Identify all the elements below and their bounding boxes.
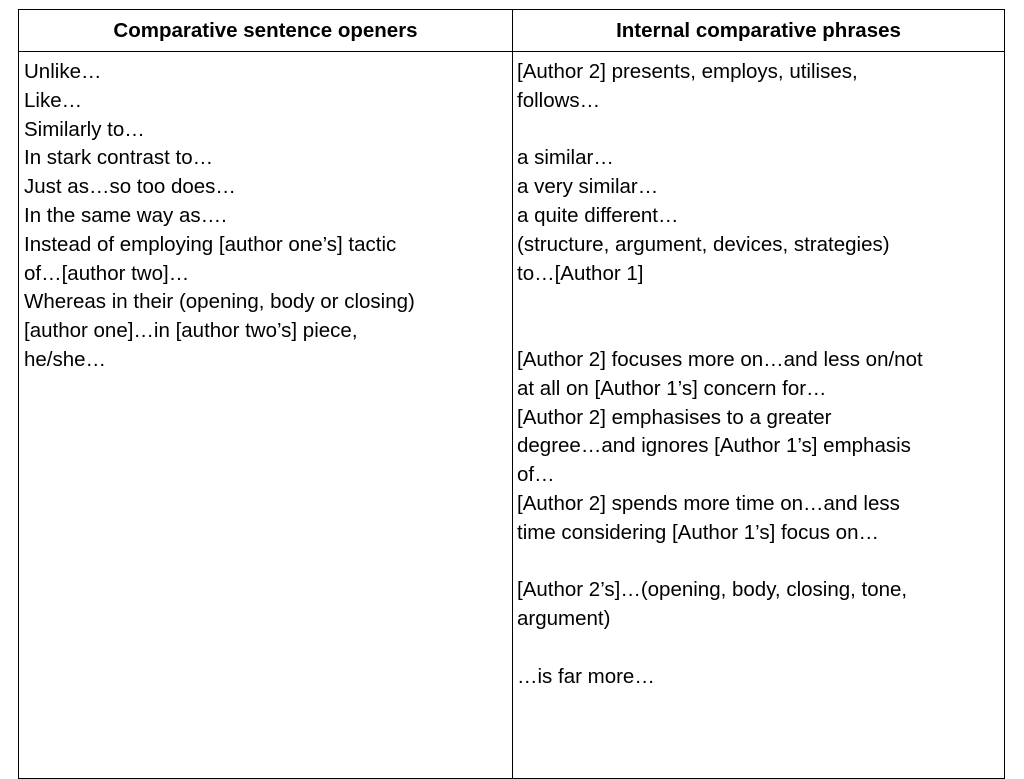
phrase-line: at all on [Author 1’s] concern for… <box>517 376 827 400</box>
phrase-line: [Author 2] spends more time on…and less <box>517 491 900 515</box>
phrase-line: …is far more… <box>517 664 655 688</box>
phrase-line: argument) <box>517 607 611 631</box>
phrase-line: a similar… <box>517 146 614 170</box>
opener-line: Similarly to… <box>24 117 145 141</box>
opener-line: Unlike… <box>24 60 102 83</box>
opener-line: of…[author two]… <box>24 261 190 285</box>
phrase-line <box>517 548 1002 577</box>
header-comparative-openers: Comparative sentence openers <box>113 18 418 42</box>
phrase-line <box>517 317 1002 346</box>
header-divider <box>19 51 1004 52</box>
phrase-line: a quite different… <box>517 203 679 227</box>
phrase-line <box>517 634 1002 663</box>
opener-line: Whereas in their (opening, body or closing) <box>24 290 415 314</box>
phrase-line <box>517 288 1002 317</box>
openers-column <box>24 58 509 375</box>
phrase-line: [Author 2] presents, employs, utilises, <box>517 60 858 83</box>
opener-line: Just as…so too does… <box>24 175 236 199</box>
comparison-table <box>18 9 1005 779</box>
opener-line: [author one]…in [author two’s] piece, <box>24 319 358 343</box>
opener-line: he/she… <box>24 347 107 371</box>
phrase-line: [Author 2] emphasises to a greater <box>517 405 832 429</box>
phrase-line: of… <box>517 463 555 487</box>
opener-line: In stark contrast to… <box>24 146 214 170</box>
phrase-line: [Author 2] focuses more on…and less on/not <box>517 347 923 371</box>
phrase-line <box>517 116 1002 145</box>
phrase-line: a very similar… <box>517 175 659 199</box>
opener-line: In the same way as…. <box>24 203 227 227</box>
phrase-line: degree…and ignores [Author 1’s] emphasis <box>517 434 911 458</box>
phrases-column <box>517 58 1002 692</box>
phrase-line: [Author 2’s]…(opening, body, closing, tone, <box>517 578 908 602</box>
phrase-line: to…[Author 1] <box>517 261 644 285</box>
phrase-line: time considering [Author 1’s] focus on… <box>517 520 879 544</box>
phrase-line: follows… <box>517 88 601 112</box>
column-divider <box>512 10 513 778</box>
opener-line: Instead of employing [author one’s] tactic <box>24 232 397 256</box>
header-internal-phrases: Internal comparative phrases <box>616 18 901 42</box>
phrase-line: (structure, argument, devices, strategies) <box>517 232 890 256</box>
opener-line: Like… <box>24 88 83 112</box>
